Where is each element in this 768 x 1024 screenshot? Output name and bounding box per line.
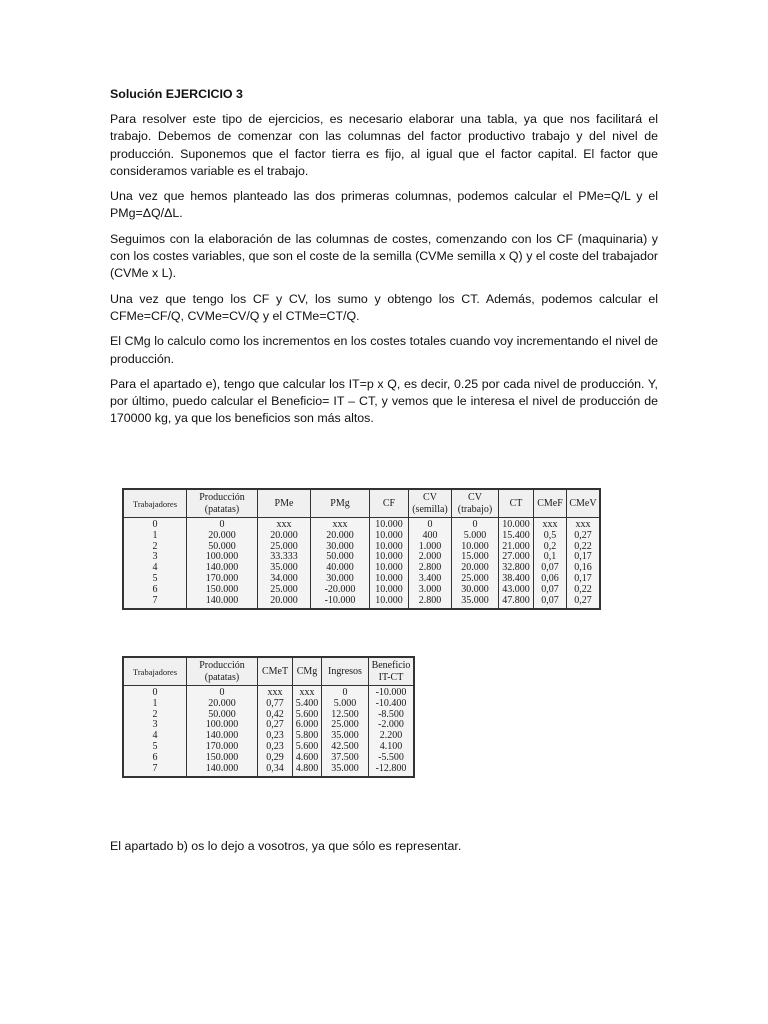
- table-cell: 0: [409, 518, 452, 531]
- table-cell: 0,22: [567, 542, 601, 553]
- table-row: [123, 753, 414, 764]
- table-cell: 5.000: [452, 531, 499, 542]
- table-cell: 3: [123, 552, 187, 563]
- table-cell: 0,1: [534, 552, 567, 563]
- table-cell: 25.000: [452, 574, 499, 585]
- paragraph: Para el apartado e), tengo que calcular los IT=p x Q, es decir, 0.25 por cada nivel de producción. Y, por último, puedo calcular el Beneficio= IT – CT, y vemos que le interesa el nivel de producción de 170000 kg, ya que los beneficios son más altos.: [110, 376, 658, 426]
- table-cell: 10.000: [370, 552, 409, 563]
- table-cell: 1.000: [409, 542, 452, 553]
- table-cell: 0,07: [534, 585, 567, 596]
- table-cell: 10.000: [370, 585, 409, 596]
- table-row: [123, 585, 600, 596]
- table-cell: 35.000: [322, 764, 369, 778]
- table-cell: 2.200: [369, 731, 415, 742]
- table-cell: 30.000: [311, 574, 370, 585]
- table-cell: 10.000: [370, 563, 409, 574]
- table-cell: 140.000: [187, 596, 258, 610]
- table-cell: 2: [123, 542, 187, 553]
- column-header: CMeV: [567, 489, 601, 518]
- table-cell: 10.000: [499, 518, 534, 531]
- column-header: CT: [499, 489, 534, 518]
- table-cell: 47.800: [499, 596, 534, 610]
- table-cell: 25.000: [258, 585, 311, 596]
- column-header: CV (trabajo): [452, 489, 499, 518]
- table-cell: 7: [123, 596, 187, 610]
- table-cell: 2: [123, 710, 187, 721]
- table-cell: 10.000: [370, 596, 409, 610]
- table-cell: 35.000: [258, 563, 311, 574]
- table-cell: 0,27: [258, 720, 293, 731]
- table-cell: 4: [123, 731, 187, 742]
- column-header: CF: [370, 489, 409, 518]
- paragraph: Una vez que tengo los CF y CV, los sumo y obtengo los CT. Además, podemos calcular el CFMe=CF/Q, CVMe=CV/Q y el CTMe=CT/Q.: [110, 291, 658, 323]
- profit-table: [122, 656, 415, 778]
- table-cell: 400: [409, 531, 452, 542]
- column-header: PMe: [258, 489, 311, 518]
- table-row: [123, 596, 600, 610]
- table-row: [123, 699, 414, 710]
- table-row: [123, 518, 600, 531]
- paragraph: El CMg lo calculo como los incrementos en los costes totales cuando voy incrementando el nivel de producción.: [110, 334, 658, 366]
- table-cell: 0: [123, 686, 187, 699]
- table-cell: 0,5: [534, 531, 567, 542]
- table-cell: 20.000: [452, 563, 499, 574]
- column-header: CMeF: [534, 489, 567, 518]
- table-cell: xxx: [534, 518, 567, 531]
- table-cell: 25.000: [322, 720, 369, 731]
- table-cell: 2.800: [409, 596, 452, 610]
- document-body: [110, 86, 658, 436]
- table-cell: 20.000: [187, 531, 258, 542]
- table-cell: 40.000: [311, 563, 370, 574]
- table-cell: 0: [187, 518, 258, 531]
- table-cell: 25.000: [258, 542, 311, 553]
- paragraph: Para resolver este tipo de ejercicios, es necesario elaborar una tabla, ya que nos facilitará el trabajo. Debemos de comenzar con las columnas del factor productivo trabajo y del nivel de producción. Suponemos que el factor tierra es fijo, al igual que el factor capital. El factor que consideramos variable es el trabajo.: [110, 112, 658, 178]
- profit-table-image: [122, 656, 415, 778]
- table-cell: 4: [123, 563, 187, 574]
- table-cell: 0: [187, 686, 258, 699]
- paragraph: Una vez que hemos planteado las dos primeras columnas, podemos calcular el PMe=Q/L y el PMg=ΔQ/ΔL.: [110, 189, 658, 221]
- table-cell: 150.000: [187, 753, 258, 764]
- column-header: Beneficio IT-CT: [369, 657, 415, 686]
- table-cell: 10.000: [452, 542, 499, 553]
- table-cell: 0,22: [567, 585, 601, 596]
- table-cell: -8.500: [369, 710, 415, 721]
- table-cell: 0,07: [534, 596, 567, 610]
- table-row: [123, 531, 600, 542]
- table-cell: 0,42: [258, 710, 293, 721]
- table-cell: 1: [123, 699, 187, 710]
- table-cell: 170.000: [187, 574, 258, 585]
- table-cell: 150.000: [187, 585, 258, 596]
- table-cell: 5.800: [293, 731, 322, 742]
- table-cell: -20.000: [311, 585, 370, 596]
- table-cell: 35.000: [322, 731, 369, 742]
- table-cell: 6: [123, 753, 187, 764]
- table-cell: 1: [123, 531, 187, 542]
- paragraph: Seguimos con la elaboración de las columnas de costes, comenzando con los CF (maquinaria) y con los costes variables, que son el coste de la semilla (CVMe semilla x Q) y el coste del trabajador (CVMe x L).: [110, 231, 658, 281]
- table-cell: 20.000: [258, 596, 311, 610]
- table-header-row: [123, 657, 414, 686]
- table-cell: 0,2: [534, 542, 567, 553]
- table-cell: 140.000: [187, 731, 258, 742]
- table-cell: 10.000: [370, 531, 409, 542]
- cost-table: [122, 488, 601, 610]
- table-cell: 2.800: [409, 563, 452, 574]
- table-cell: 0,17: [567, 552, 601, 563]
- table-cell: 3.400: [409, 574, 452, 585]
- table-cell: 4.600: [293, 753, 322, 764]
- table-cell: 20.000: [311, 531, 370, 542]
- column-header: CV (semilla): [409, 489, 452, 518]
- table-cell: 20.000: [258, 531, 311, 542]
- table-cell: 10.000: [370, 542, 409, 553]
- table-cell: 5.000: [322, 699, 369, 710]
- table-cell: 50.000: [187, 542, 258, 553]
- table-cell: 140.000: [187, 764, 258, 778]
- table-cell: 20.000: [187, 699, 258, 710]
- table-cell: 0,29: [258, 753, 293, 764]
- table-cell: xxx: [258, 686, 293, 699]
- table-cell: 2.000: [409, 552, 452, 563]
- table-cell: 5: [123, 574, 187, 585]
- table-cell: 5.600: [293, 742, 322, 753]
- table-cell: 34.000: [258, 574, 311, 585]
- table-cell: 0,06: [534, 574, 567, 585]
- table-cell: -2.000: [369, 720, 415, 731]
- table-cell: 0,27: [567, 531, 601, 542]
- table-header-row: [123, 489, 600, 518]
- table-cell: 0: [322, 686, 369, 699]
- table-cell: 100.000: [187, 552, 258, 563]
- table-cell: 33.333: [258, 552, 311, 563]
- table-cell: 4.100: [369, 742, 415, 753]
- table-cell: 15.000: [452, 552, 499, 563]
- table-cell: 12.500: [322, 710, 369, 721]
- table-cell: 0: [452, 518, 499, 531]
- table-cell: 7: [123, 764, 187, 778]
- cost-table-image: [122, 488, 601, 610]
- table-cell: 6: [123, 585, 187, 596]
- table-cell: -10.000: [311, 596, 370, 610]
- table-cell: 30.000: [311, 542, 370, 553]
- table-cell: 5.400: [293, 699, 322, 710]
- table-cell: 5.600: [293, 710, 322, 721]
- table-cell: 0: [123, 518, 187, 531]
- table-cell: -5.500: [369, 753, 415, 764]
- column-header: Ingresos: [322, 657, 369, 686]
- table-cell: xxx: [567, 518, 601, 531]
- table-cell: 6.000: [293, 720, 322, 731]
- table-cell: 170.000: [187, 742, 258, 753]
- table-cell: 100.000: [187, 720, 258, 731]
- table-cell: 27.000: [499, 552, 534, 563]
- table-cell: 4.800: [293, 764, 322, 778]
- table-cell: 0,27: [567, 596, 601, 610]
- table-cell: 3: [123, 720, 187, 731]
- table-cell: 140.000: [187, 563, 258, 574]
- table-cell: 35.000: [452, 596, 499, 610]
- table-cell: 0,17: [567, 574, 601, 585]
- table-cell: 30.000: [452, 585, 499, 596]
- table-cell: 3.000: [409, 585, 452, 596]
- table-row: [123, 686, 414, 699]
- column-header: CMg: [293, 657, 322, 686]
- table-cell: 0,77: [258, 699, 293, 710]
- table-cell: 43.000: [499, 585, 534, 596]
- column-header: Producción (patatas): [187, 489, 258, 518]
- table-row: [123, 764, 414, 778]
- column-header: Trabajadores: [123, 657, 187, 686]
- column-header: PMg: [311, 489, 370, 518]
- table-cell: -12.800: [369, 764, 415, 778]
- table-cell: 32.800: [499, 563, 534, 574]
- table-cell: 10.000: [370, 518, 409, 531]
- closing-note: El apartado b) os lo dejo a vosotros, ya que sólo es representar.: [110, 839, 462, 854]
- table-cell: xxx: [258, 518, 311, 531]
- table-cell: 0,34: [258, 764, 293, 778]
- table-cell: 5: [123, 742, 187, 753]
- column-header: Trabajadores: [123, 489, 187, 518]
- table-cell: 38.400: [499, 574, 534, 585]
- table-cell: xxx: [293, 686, 322, 699]
- table-cell: 10.000: [370, 574, 409, 585]
- table-cell: 21.000: [499, 542, 534, 553]
- table-cell: 0,23: [258, 731, 293, 742]
- table-cell: 0,07: [534, 563, 567, 574]
- table-cell: xxx: [311, 518, 370, 531]
- table-cell: -10.000: [369, 686, 415, 699]
- table-cell: 37.500: [322, 753, 369, 764]
- page-title: Solución EJERCICIO 3: [110, 87, 243, 101]
- table-cell: 0,16: [567, 563, 601, 574]
- table-cell: 0,23: [258, 742, 293, 753]
- table-cell: 42.500: [322, 742, 369, 753]
- table-cell: 15.400: [499, 531, 534, 542]
- table-cell: 50.000: [311, 552, 370, 563]
- column-header: CMeT: [258, 657, 293, 686]
- column-header: Producción (patatas): [187, 657, 258, 686]
- table-cell: 50.000: [187, 710, 258, 721]
- table-cell: -10.400: [369, 699, 415, 710]
